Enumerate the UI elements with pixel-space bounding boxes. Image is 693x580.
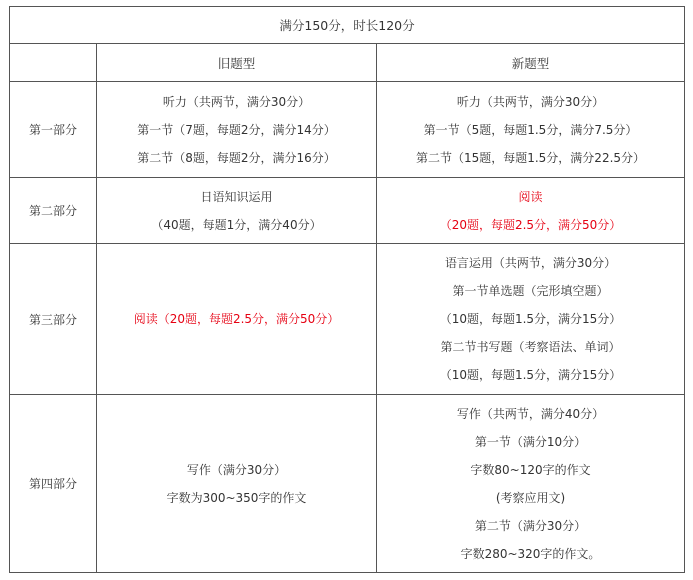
table-row-part-2 bbox=[10, 178, 685, 244]
new-line: 第一节（满分10分） bbox=[474, 434, 587, 449]
old-line: 日语知识运用 bbox=[200, 189, 273, 204]
new-line-highlight: （20题，每题2.5分，满分50分） bbox=[439, 217, 622, 232]
row-label: 第一部分 bbox=[10, 82, 97, 178]
header-new-format: 新题型 bbox=[377, 44, 685, 82]
new-line: 语言运用（共两节，满分30分） bbox=[444, 256, 617, 270]
old-format-cell bbox=[97, 395, 377, 573]
new-line: 第二节（15题，每题1.5分，满分22.5分） bbox=[415, 150, 646, 165]
new-line: 第二节（满分30分） bbox=[474, 518, 587, 533]
row-label: 第二部分 bbox=[10, 178, 97, 244]
table-title: 满分150分，时长120分 bbox=[10, 7, 685, 44]
new-line: 听力（共两节，满分30分） bbox=[456, 94, 605, 109]
new-format-cell bbox=[377, 178, 685, 244]
exam-format-table-container bbox=[9, 6, 684, 573]
new-line: 字数80~120字的作文 bbox=[470, 462, 591, 477]
new-line: 第一节（5题，每题1.5分，满分7.5分） bbox=[423, 122, 638, 137]
old-format-cell bbox=[97, 82, 377, 178]
new-format-cell bbox=[377, 395, 685, 573]
old-line-highlight: 阅读（20题，每题2.5分，满分50分） bbox=[133, 312, 340, 326]
header-empty-cell bbox=[10, 44, 97, 82]
table-title-row bbox=[10, 7, 685, 44]
row-label: 第三部分 bbox=[10, 244, 97, 395]
table-row-part-3 bbox=[10, 244, 685, 395]
new-line-highlight: 阅读 bbox=[518, 189, 543, 204]
new-line: （10题，每题1.5分，满分15分） bbox=[439, 368, 622, 382]
table-row-part-1 bbox=[10, 82, 685, 178]
new-line: 字数280~320字的作文。 bbox=[460, 546, 601, 561]
old-line: 听力（共两节，满分30分） bbox=[162, 94, 311, 109]
old-format-cell bbox=[97, 178, 377, 244]
table-header-row bbox=[10, 44, 685, 82]
old-line: 写作（满分30分） bbox=[186, 462, 287, 477]
new-line: (考察应用文) bbox=[495, 490, 566, 505]
row-label: 第四部分 bbox=[10, 395, 97, 573]
new-line: 写作（共两节，满分40分） bbox=[456, 406, 605, 421]
table-row-part-4 bbox=[10, 395, 685, 573]
header-old-format: 旧题型 bbox=[97, 44, 377, 82]
old-format-cell bbox=[97, 244, 377, 395]
old-line: （40题，每题1分，满分40分） bbox=[151, 217, 322, 232]
old-line: 字数为300~350字的作文 bbox=[166, 490, 307, 505]
old-line: 第二节（8题，每题2分，满分16分） bbox=[137, 150, 336, 165]
new-format-cell bbox=[377, 244, 685, 395]
new-line: （10题，每题1.5分，满分15分） bbox=[439, 312, 622, 326]
new-line: 第一节单选题（完形填空题） bbox=[452, 284, 609, 298]
new-line: 第二节书写题（考察语法、单词） bbox=[440, 340, 621, 354]
exam-format-table bbox=[9, 6, 685, 573]
new-format-cell bbox=[377, 82, 685, 178]
old-line: 第一节（7题，每题2分，满分14分） bbox=[137, 122, 336, 137]
